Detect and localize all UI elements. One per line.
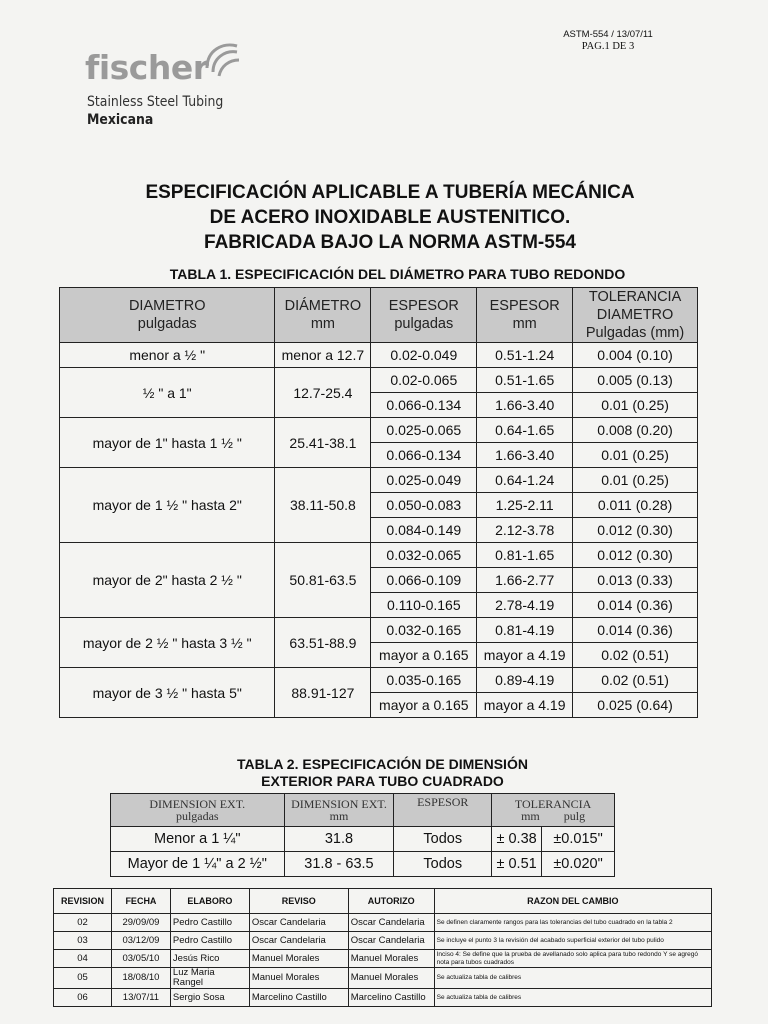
- tolerance-mm-cell: ± 0.38: [492, 827, 542, 852]
- wall-mm-cell: 0.81-1.65: [477, 543, 573, 568]
- wall-inches-cell: 0.066-0.134: [371, 393, 477, 418]
- dimension-mm-cell: 31.8: [284, 827, 394, 852]
- wall-inches-cell: 0.02-0.049: [371, 343, 477, 368]
- wall-inches-cell: mayor a 0.165: [371, 693, 477, 718]
- table-row: [54, 989, 712, 1007]
- wall-mm-cell: 2.12-3.78: [477, 518, 573, 543]
- change-reason-cell: Inciso 4: Se define que la prueba de avellanado solo aplica para tubo redondo Y se agregó nota para tubos cuadrados: [434, 950, 711, 968]
- diameter-mm-cell: menor a 12.7: [275, 343, 371, 368]
- header-unit: Pulgadas (mm): [585, 325, 685, 341]
- wall-mm-cell: mayor a 4.19: [477, 643, 573, 668]
- tolerance-cell: 0.012 (0.30): [573, 518, 698, 543]
- header-diametro-mm: [275, 288, 371, 343]
- diameter-mm-cell: 88.91-127: [275, 668, 371, 718]
- wall-mm-cell: 0.81-4.19: [477, 618, 573, 643]
- table-row: [111, 827, 615, 852]
- round-tube-diameter-table: [59, 287, 698, 718]
- tolerance-cell: 0.01 (0.25): [573, 468, 698, 493]
- reviewed-by-cell: Oscar Candelaria: [249, 914, 348, 932]
- title-line-3: FABRICADA BAJO LA NORMA ASTM-554: [204, 232, 576, 253]
- tolerance-cell: 0.012 (0.30): [573, 543, 698, 568]
- header-unit: mm: [310, 316, 335, 332]
- wall-mm-cell: 0.89-4.19: [477, 668, 573, 693]
- wall-mm-cell: 1.25-2.11: [477, 493, 573, 518]
- diameter-mm-cell: 25.41-38.1: [275, 418, 371, 468]
- header-tolerancia: [492, 794, 615, 827]
- table1-caption: TABLA 1. ESPECIFICACIÓN DEL DIÁMETRO PARA TUBO REDONDO: [169, 266, 626, 282]
- header-espesor-mm: [477, 288, 573, 343]
- diameter-inches-cell: mayor de 1 ½ " hasta 2": [60, 468, 275, 543]
- wall-cell: Todos: [394, 852, 492, 877]
- square-tube-dimension-table: [110, 793, 615, 877]
- dimension-mm-cell: 31.8 - 63.5: [284, 852, 394, 877]
- header-unit: mm pulg: [521, 809, 586, 823]
- title-line-2: DE ACERO INOXIDABLE AUSTENITICO.: [209, 207, 571, 228]
- logo-brand: fischer: [85, 48, 209, 87]
- wall-inches-cell: 0.025-0.065: [371, 418, 477, 443]
- authorized-by-cell: Marcelino Castillo: [348, 989, 434, 1007]
- header-dimension-mm: [284, 794, 394, 827]
- tolerance-inches-cell: ±0.020": [542, 852, 615, 877]
- table-row: [60, 668, 698, 693]
- revision-header-cell: AUTORIZO: [348, 889, 434, 914]
- header-text: DIAMETRO: [596, 307, 674, 323]
- revision-number-cell: 06: [54, 989, 112, 1007]
- wall-inches-cell: mayor a 0.165: [371, 643, 477, 668]
- wall-inches-cell: 0.050-0.083: [371, 493, 477, 518]
- wall-mm-cell: 0.64-1.24: [477, 468, 573, 493]
- revision-history-table: [53, 888, 712, 1007]
- wall-mm-cell: 0.64-1.65: [477, 418, 573, 443]
- wall-inches-cell: 0.02-0.065: [371, 368, 477, 393]
- revision-date-cell: 03/05/10: [111, 950, 170, 968]
- prepared-by-cell: Sergio Sosa: [170, 989, 249, 1007]
- revision-header-cell: ELABORO: [170, 889, 249, 914]
- table-row: [60, 418, 698, 443]
- table-row: [54, 914, 712, 932]
- diameter-mm-cell: 12.7-25.4: [275, 368, 371, 418]
- header-unit: mm: [329, 809, 349, 823]
- header-tolerancia: [573, 288, 698, 343]
- logo-swoosh-icon: [197, 38, 245, 90]
- dimension-inches-cell: Mayor de 1 ¼" a 2 ½": [111, 852, 285, 877]
- header-text: DIMENSION EXT.: [149, 797, 246, 811]
- doc-code: ASTM-554 / 13/07/11: [563, 29, 653, 40]
- revision-header-cell: REVISION: [54, 889, 112, 914]
- wall-mm-cell: 0.51-1.65: [477, 368, 573, 393]
- wall-inches-cell: 0.035-0.165: [371, 668, 477, 693]
- wall-mm-cell: 1.66-2.77: [477, 568, 573, 593]
- wall-mm-cell: 2.78-4.19: [477, 593, 573, 618]
- table2-caption-line-1: TABLA 2. ESPECIFICACIÓN DE DIMENSIÓN: [237, 756, 528, 772]
- table2-caption: [120, 756, 645, 790]
- revision-date-cell: 13/07/11: [111, 989, 170, 1007]
- header-text: TOLERANCIA: [514, 797, 592, 811]
- header-text: DIÁMETRO: [284, 298, 362, 314]
- table-row: [111, 852, 615, 877]
- tolerance-inches-cell: ±0.015": [542, 827, 615, 852]
- diameter-inches-cell: mayor de 2" hasta 2 ½ ": [60, 543, 275, 618]
- diameter-inches-cell: menor a ½ ": [60, 343, 275, 368]
- tolerance-cell: 0.008 (0.20): [573, 418, 698, 443]
- table-row: [60, 368, 698, 393]
- tolerance-cell: 0.01 (0.25): [573, 393, 698, 418]
- reviewed-by-cell: Manuel Morales: [249, 968, 348, 989]
- tolerance-cell: 0.004 (0.10): [573, 343, 698, 368]
- diameter-inches-cell: mayor de 2 ½ " hasta 3 ½ ": [60, 618, 275, 668]
- prepared-by-cell: Jesús Rico: [170, 950, 249, 968]
- dimension-inches-cell: Menor a 1 ¼": [111, 827, 285, 852]
- wall-mm-cell: 0.51-1.24: [477, 343, 573, 368]
- revision-number-cell: 02: [54, 914, 112, 932]
- table2-header-row: [111, 794, 615, 827]
- prepared-by-cell: Luz Maria Rangel: [170, 968, 249, 989]
- reviewed-by-cell: Manuel Morales: [249, 950, 348, 968]
- reviewed-by-cell: Oscar Candelaria: [249, 932, 348, 950]
- wall-cell: Todos: [394, 827, 492, 852]
- change-reason-cell: Se definen claramente rangos para las tolerancias del tubo cuadrado en la tabla 2: [434, 914, 711, 932]
- header-unit: pulgadas: [175, 809, 219, 823]
- table3-header-row: [54, 889, 712, 914]
- tolerance-cell: 0.02 (0.51): [573, 643, 698, 668]
- header-text: DIAMETRO: [128, 298, 206, 314]
- header-espesor: [394, 794, 492, 827]
- revision-header-cell: FECHA: [111, 889, 170, 914]
- wall-inches-cell: 0.084-0.149: [371, 518, 477, 543]
- diameter-mm-cell: 63.51-88.9: [275, 618, 371, 668]
- tolerance-cell: 0.01 (0.25): [573, 443, 698, 468]
- prepared-by-cell: Pedro Castillo: [170, 914, 249, 932]
- authorized-by-cell: Oscar Candelaria: [348, 914, 434, 932]
- authorized-by-cell: Oscar Candelaria: [348, 932, 434, 950]
- table1-header-row: [60, 288, 698, 343]
- revision-date-cell: 29/09/09: [111, 914, 170, 932]
- wall-inches-cell: 0.066-0.134: [371, 443, 477, 468]
- revision-date-cell: 03/12/09: [111, 932, 170, 950]
- header-unit: pulgadas: [137, 316, 197, 332]
- prepared-by-cell: Pedro Castillo: [170, 932, 249, 950]
- title-line-1: ESPECIFICACIÓN APLICABLE A TUBERÍA MECÁNICA: [145, 182, 635, 203]
- header-text: ESPESOR: [417, 795, 469, 809]
- diameter-mm-cell: 38.11-50.8: [275, 468, 371, 543]
- table-row: [54, 968, 712, 989]
- tolerance-cell: 0.011 (0.28): [573, 493, 698, 518]
- change-reason-cell: Se actualiza tabla de calibres: [434, 989, 711, 1007]
- diameter-inches-cell: mayor de 3 ½ " hasta 5": [60, 668, 275, 718]
- header-text: ESPESOR: [388, 298, 459, 314]
- table-row: [60, 468, 698, 493]
- table-row: [60, 543, 698, 568]
- tolerance-cell: 0.014 (0.36): [573, 593, 698, 618]
- wall-inches-cell: 0.025-0.049: [371, 468, 477, 493]
- authorized-by-cell: Manuel Morales: [348, 968, 434, 989]
- reviewed-by-cell: Marcelino Castillo: [249, 989, 348, 1007]
- diameter-inches-cell: mayor de 1" hasta 1 ½ ": [60, 418, 275, 468]
- tolerance-cell: 0.005 (0.13): [573, 368, 698, 393]
- diameter-mm-cell: 50.81-63.5: [275, 543, 371, 618]
- revision-number-cell: 04: [54, 950, 112, 968]
- header-text: TOLERANCIA: [588, 289, 682, 305]
- wall-inches-cell: 0.032-0.165: [371, 618, 477, 643]
- wall-mm-cell: 1.66-3.40: [477, 443, 573, 468]
- header-unit: mm: [512, 316, 537, 332]
- revision-number-cell: 05: [54, 968, 112, 989]
- tolerance-cell: 0.014 (0.36): [573, 618, 698, 643]
- table2-caption-line-2: EXTERIOR PARA TUBO CUADRADO: [261, 773, 504, 789]
- tolerance-cell: 0.025 (0.64): [573, 693, 698, 718]
- change-reason-cell: Se actualiza tabla de calibres: [434, 968, 711, 989]
- header-text: ESPESOR: [489, 298, 560, 314]
- header-text: DIMENSION EXT.: [291, 797, 387, 811]
- wall-mm-cell: 1.66-3.40: [477, 393, 573, 418]
- change-reason-cell: Se incluye el punto 3 la revisión del acabado superficial exterior del tubo pulido: [434, 932, 711, 950]
- tolerance-cell: 0.02 (0.51): [573, 668, 698, 693]
- revision-header-cell: RAZON DEL CAMBIO: [434, 889, 711, 914]
- document-reference: [548, 29, 668, 53]
- wall-mm-cell: mayor a 4.19: [477, 693, 573, 718]
- revision-header-cell: REVISO: [249, 889, 348, 914]
- page-number: PAG.1 DE 3: [581, 41, 635, 52]
- logo-subtitle: Stainless Steel Tubing: [87, 94, 224, 110]
- logo-country: Mexicana: [87, 112, 154, 128]
- header-dimension-pulgadas: [111, 794, 285, 827]
- diameter-inches-cell: ½ " a 1": [60, 368, 275, 418]
- wall-inches-cell: 0.110-0.165: [371, 593, 477, 618]
- table-row: [54, 932, 712, 950]
- wall-inches-cell: 0.032-0.065: [371, 543, 477, 568]
- tolerance-cell: 0.013 (0.33): [573, 568, 698, 593]
- wall-inches-cell: 0.066-0.109: [371, 568, 477, 593]
- header-diametro-pulgadas: [60, 288, 275, 343]
- header-espesor-pulgadas: [371, 288, 477, 343]
- table-row: [60, 618, 698, 643]
- authorized-by-cell: Manuel Morales: [348, 950, 434, 968]
- document-title: [60, 180, 720, 255]
- table-row: [60, 343, 698, 368]
- tolerance-mm-cell: ± 0.51: [492, 852, 542, 877]
- header-unit: pulgadas: [394, 316, 454, 332]
- table-row: [54, 950, 712, 968]
- revision-date-cell: 18/08/10: [111, 968, 170, 989]
- company-logo: [85, 38, 265, 138]
- revision-number-cell: 03: [54, 932, 112, 950]
